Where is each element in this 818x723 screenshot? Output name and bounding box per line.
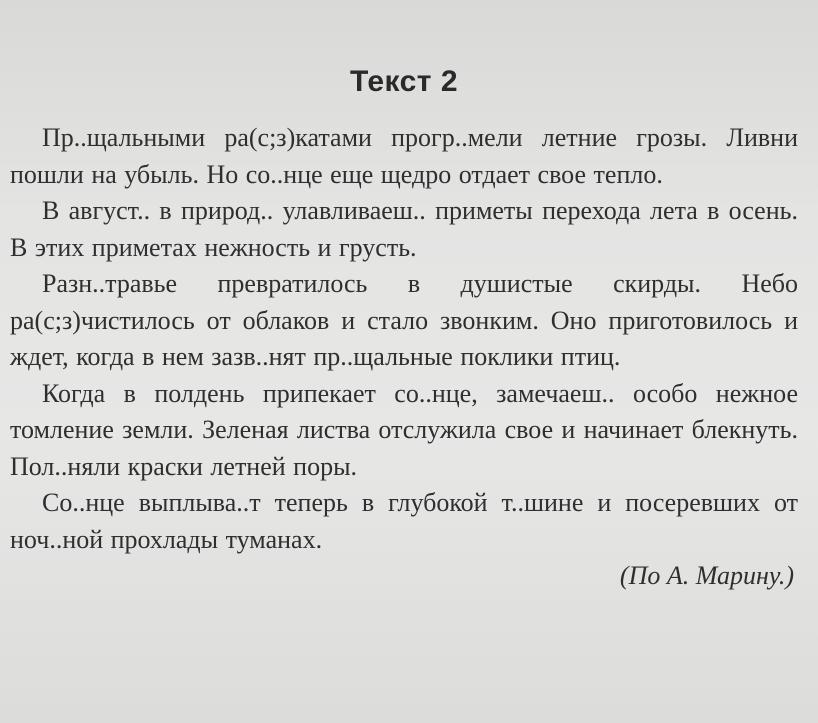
text-body <box>10 120 798 595</box>
text-title: Текст 2 <box>349 65 459 98</box>
paragraph-4: Когда в полдень припекает со..нце, замечаеш.. особо нежное томление земли. Зеленая листва отслужила свое и начинает блекнуть. Пол..няли краски летней поры. <box>10 378 798 481</box>
paragraph-1: Пр..щальными ра(с;з)катами прогр..мели летние грозы. Ливни пошли на убыль. Но со..нце еще щедро отдает свое тепло. <box>10 123 798 189</box>
attribution: (По А. Марину.) <box>619 561 794 590</box>
paragraph-2: В август.. в природ.. улавливаеш.. приметы перехода лета в осень. В этих приметах нежность и грусть. <box>10 196 798 262</box>
paragraph-5: Со..нце выплыва..т теперь в глубокой т..шине и посеревших от ноч..ной прохлады туманах. <box>10 488 798 554</box>
paragraph-3: Разн..травье превратилось в душистые скирды. Небо ра(с;з)чистилось от облаков и стало звонким. Оно приготовилось и ждет, когда в нем зазв..нят пр..щальные поклики птиц. <box>10 269 798 371</box>
